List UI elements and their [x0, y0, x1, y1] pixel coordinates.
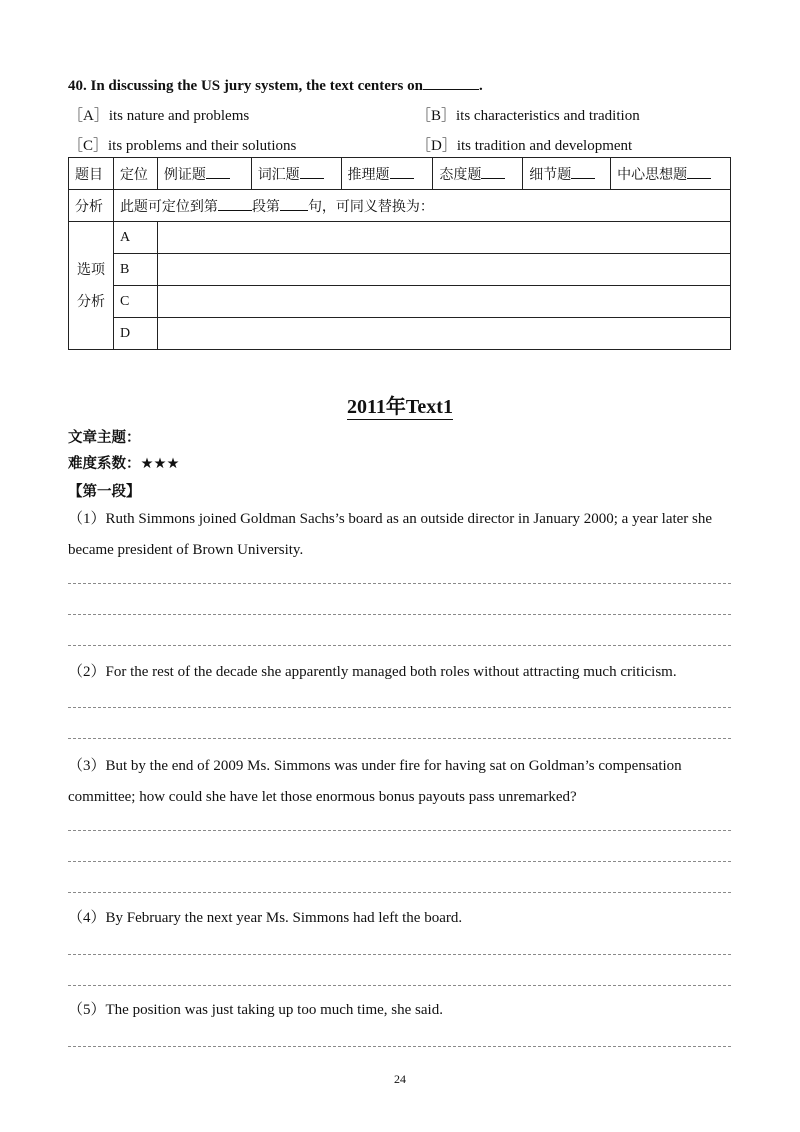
- answer-line[interactable]: [68, 583, 731, 584]
- sentence-4: （4）By February the next year Ms. Simmons had left the board.: [68, 910, 463, 926]
- answer-line[interactable]: [68, 707, 731, 708]
- answer-line[interactable]: [68, 954, 731, 955]
- sentence-2: （2）For the rest of the decade she apparently managed both roles without attracting much criticism.: [68, 664, 677, 680]
- question-title: [68, 76, 483, 95]
- table-row-option-c: [69, 286, 731, 318]
- cell-type-inference: 推理题: [341, 158, 433, 190]
- cell-type-vocabulary: 词汇题: [251, 158, 341, 190]
- cell-type-attitude: 态度题: [433, 158, 523, 190]
- table-row-option-d: [69, 318, 731, 350]
- answer-line[interactable]: [68, 614, 731, 615]
- cell-option-b-analysis[interactable]: [157, 254, 730, 286]
- cell-option-letter-a: A: [113, 222, 157, 254]
- section-title: 2011年Text1: [347, 396, 453, 418]
- cell-option-letter-c: C: [113, 286, 157, 318]
- answer-line[interactable]: [68, 738, 731, 739]
- answer-blank: [423, 76, 479, 90]
- difficulty-label: 难度系数：: [68, 456, 141, 472]
- sentence-5: （5）The position was just taking up too much time, she said.: [68, 1002, 443, 1018]
- question-stem: 40. In discussing the US jury system, the text centers on: [68, 78, 423, 94]
- cell-label-question: 题目: [69, 158, 114, 190]
- topic-label: 文章主题：: [68, 430, 141, 446]
- cell-label-locate: 定位: [113, 158, 157, 190]
- answer-line[interactable]: [68, 830, 731, 831]
- answer-line[interactable]: [68, 1046, 731, 1047]
- answer-line[interactable]: [68, 892, 731, 893]
- table-row-option-b: [69, 254, 731, 286]
- paragraph-label: 【第一段】: [68, 484, 141, 500]
- option-c: ［C］its problems and their solutions: [68, 138, 297, 154]
- cell-type-main-idea: 中心思想题: [611, 158, 731, 190]
- table-row-analysis: [69, 190, 731, 222]
- cell-option-letter-b: B: [113, 254, 157, 286]
- cell-type-example: 例证题: [157, 158, 251, 190]
- answer-line[interactable]: [68, 985, 731, 986]
- option-d: ［D］its tradition and development: [416, 138, 633, 154]
- answer-line[interactable]: [68, 645, 731, 646]
- page-number: 24: [394, 1072, 406, 1086]
- sentence-1: （1）Ruth Simmons joined Goldman Sachs’s board as an outside director in January 2000; a year later she became president of Brown University.: [68, 511, 713, 558]
- sentence-3: （3）But by the end of 2009 Ms. Simmons was under fire for having sat on Goldman’s compensation committee; how could she have let those enormous bonus payouts pass unremarked?: [68, 758, 682, 805]
- cell-analysis-text: 此题可定位到第 段第 句，可同义替换为：: [113, 190, 730, 222]
- cell-type-detail: 细节题: [523, 158, 611, 190]
- question-period: .: [479, 78, 483, 94]
- option-a: ［A］its nature and problems: [68, 108, 250, 124]
- table-row-option-a: [69, 222, 731, 254]
- cell-label-analysis: 分析: [69, 190, 114, 222]
- analysis-table: [68, 157, 731, 350]
- table-row-question-type: [69, 158, 731, 190]
- cell-option-c-analysis[interactable]: [157, 286, 730, 318]
- difficulty-stars: ★★★: [140, 456, 180, 472]
- cell-option-letter-d: D: [113, 318, 157, 350]
- difficulty-line: [68, 452, 180, 473]
- answer-line[interactable]: [68, 861, 731, 862]
- option-b: ［B］its characteristics and tradition: [416, 108, 640, 124]
- cell-options-analysis-label: 选项 分析: [69, 222, 114, 350]
- cell-option-d-analysis[interactable]: [157, 318, 730, 350]
- cell-option-a-analysis[interactable]: [157, 222, 730, 254]
